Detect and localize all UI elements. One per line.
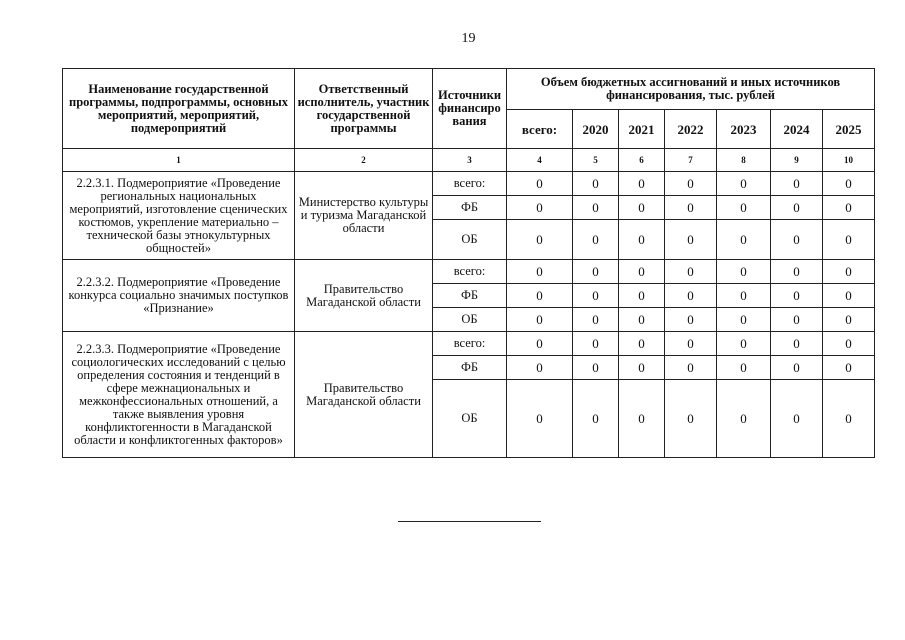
- source-label: ФБ: [433, 196, 507, 220]
- column-number-row: [63, 149, 875, 172]
- header-year-2024: 2024: [771, 110, 823, 149]
- value-cell: 0: [619, 260, 665, 284]
- measure-name: 2.2.3.2. Подмероприятие «Проведение конкурса социально значимых поступков «Признание»: [63, 260, 295, 332]
- value-cell: 0: [823, 284, 875, 308]
- value-cell: 0: [573, 284, 619, 308]
- header-year-2025: 2025: [823, 110, 875, 149]
- col-number: 10: [823, 149, 875, 172]
- value-cell: 0: [619, 172, 665, 196]
- table-row: [63, 332, 875, 356]
- col-number: 1: [63, 149, 295, 172]
- value-cell: 0: [507, 332, 573, 356]
- value-cell: 0: [573, 356, 619, 380]
- measure-name: 2.2.3.1. Подмероприятие «Проведение региональных национальных мероприятий, изготовление сценических костюмов, укрепление материально – технической базы этнокультурных общностей»: [63, 172, 295, 260]
- col-number: 4: [507, 149, 573, 172]
- value-cell: 0: [823, 260, 875, 284]
- value-cell: 0: [665, 284, 717, 308]
- executor-name: Правительство Магаданской области: [295, 332, 433, 458]
- value-cell: 0: [665, 220, 717, 260]
- value-cell: 0: [507, 220, 573, 260]
- header-year-total: всего:: [507, 110, 573, 149]
- value-cell: 0: [507, 284, 573, 308]
- source-label: всего:: [433, 260, 507, 284]
- value-cell: 0: [771, 220, 823, 260]
- value-cell: 0: [823, 308, 875, 332]
- value-cell: 0: [717, 356, 771, 380]
- value-cell: 0: [507, 260, 573, 284]
- col-number: 7: [665, 149, 717, 172]
- table-row: [63, 172, 875, 196]
- col-number: 2: [295, 149, 433, 172]
- value-cell: 0: [823, 356, 875, 380]
- value-cell: 0: [771, 356, 823, 380]
- col-number: 5: [573, 149, 619, 172]
- budget-table: [62, 68, 875, 458]
- value-cell: 0: [507, 196, 573, 220]
- header-name: Наименование государственной программы, подпрограммы, основных мероприятий, мероприятий, подмероприятий: [63, 69, 295, 149]
- value-cell: 0: [771, 332, 823, 356]
- value-cell: 0: [823, 196, 875, 220]
- value-cell: 0: [665, 196, 717, 220]
- value-cell: 0: [619, 220, 665, 260]
- value-cell: 0: [619, 380, 665, 458]
- value-cell: 0: [823, 332, 875, 356]
- value-cell: 0: [619, 196, 665, 220]
- value-cell: 0: [665, 380, 717, 458]
- value-cell: 0: [507, 380, 573, 458]
- measure-name: 2.2.3.3. Подмероприятие «Проведение социологических исследований с целью определения состояния и тенденций в сфере межнациональных и межконфессиональных отношений, а также выявления уровня конфликтогенности в Магаданской области и конфликтогенных факторов»: [63, 332, 295, 458]
- value-cell: 0: [823, 220, 875, 260]
- col-number: 3: [433, 149, 507, 172]
- value-cell: 0: [771, 284, 823, 308]
- footer-divider: [398, 521, 541, 522]
- executor-name: Министерство культуры и туризма Магаданской области: [295, 172, 433, 260]
- source-label: ОБ: [433, 380, 507, 458]
- value-cell: 0: [619, 308, 665, 332]
- col-number: 9: [771, 149, 823, 172]
- value-cell: 0: [573, 308, 619, 332]
- header-year-2020: 2020: [573, 110, 619, 149]
- value-cell: 0: [619, 332, 665, 356]
- source-label: ОБ: [433, 220, 507, 260]
- header-source: Источники финансиро вания: [433, 69, 507, 149]
- col-number: 6: [619, 149, 665, 172]
- value-cell: 0: [771, 196, 823, 220]
- value-cell: 0: [717, 380, 771, 458]
- value-cell: 0: [507, 308, 573, 332]
- value-cell: 0: [573, 196, 619, 220]
- value-cell: 0: [771, 308, 823, 332]
- col-number: 8: [717, 149, 771, 172]
- value-cell: 0: [717, 172, 771, 196]
- value-cell: 0: [717, 284, 771, 308]
- executor-name: Правительство Магаданской области: [295, 260, 433, 332]
- header-year-2023: 2023: [717, 110, 771, 149]
- value-cell: 0: [573, 172, 619, 196]
- header-year-2021: 2021: [619, 110, 665, 149]
- value-cell: 0: [665, 332, 717, 356]
- header-executor: Ответственный исполнитель, участник государственной программы: [295, 69, 433, 149]
- source-label: ОБ: [433, 308, 507, 332]
- value-cell: 0: [573, 380, 619, 458]
- source-label: всего:: [433, 172, 507, 196]
- value-cell: 0: [823, 380, 875, 458]
- value-cell: 0: [717, 332, 771, 356]
- value-cell: 0: [665, 356, 717, 380]
- page-number: 19: [461, 31, 476, 46]
- value-cell: 0: [771, 380, 823, 458]
- header-year-2022: 2022: [665, 110, 717, 149]
- value-cell: 0: [771, 172, 823, 196]
- value-cell: 0: [573, 220, 619, 260]
- value-cell: 0: [717, 308, 771, 332]
- table-row: [63, 260, 875, 284]
- value-cell: 0: [507, 172, 573, 196]
- value-cell: 0: [771, 260, 823, 284]
- value-cell: 0: [717, 220, 771, 260]
- value-cell: 0: [717, 196, 771, 220]
- source-label: ФБ: [433, 356, 507, 380]
- value-cell: 0: [717, 260, 771, 284]
- value-cell: 0: [619, 356, 665, 380]
- value-cell: 0: [665, 260, 717, 284]
- source-label: всего:: [433, 332, 507, 356]
- value-cell: 0: [665, 172, 717, 196]
- value-cell: 0: [573, 332, 619, 356]
- value-cell: 0: [507, 356, 573, 380]
- header-budget: Объем бюджетных ассигнований и иных источников финансирования, тыс. рублей: [507, 69, 875, 110]
- value-cell: 0: [573, 260, 619, 284]
- source-label: ФБ: [433, 284, 507, 308]
- value-cell: 0: [665, 308, 717, 332]
- value-cell: 0: [823, 172, 875, 196]
- value-cell: 0: [619, 284, 665, 308]
